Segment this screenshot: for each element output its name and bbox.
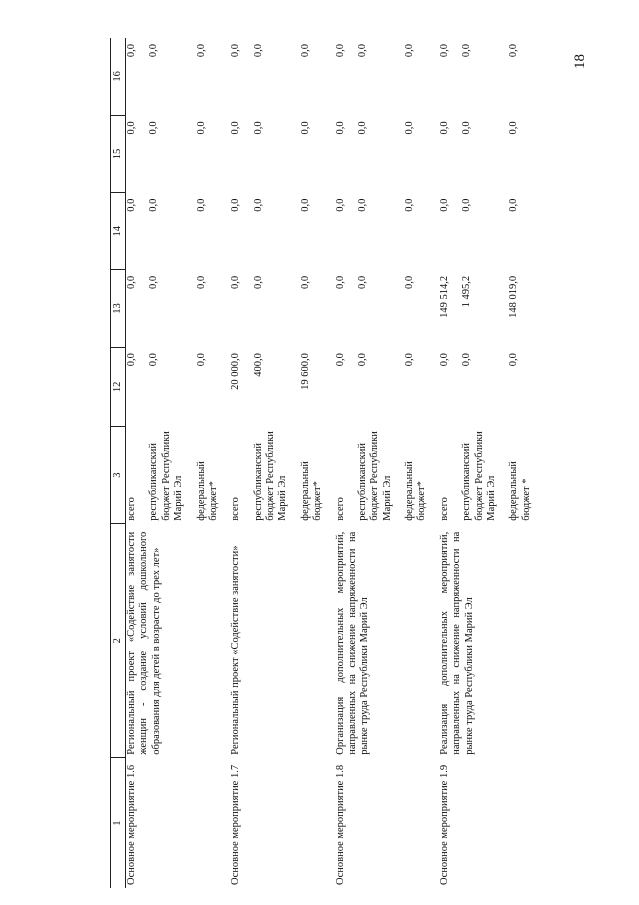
table-cell-value: 0,0: [438, 44, 450, 58]
table-cell-value: 0,0: [230, 121, 242, 135]
table-cell-value: 0,0: [438, 121, 450, 135]
table-cell-value: 0,0: [195, 44, 207, 58]
table-cell-value: 0,0: [126, 44, 137, 58]
table-cell-value: 0,0: [252, 275, 264, 289]
funding-source: республиканский бюджет Республики Марий Эл: [148, 431, 185, 521]
table-cell-value: 0,0: [334, 353, 346, 367]
table-row: [325, 38, 347, 888]
table-cell-value: 0,0: [508, 198, 520, 212]
table-cell-value: 0,0: [404, 353, 415, 367]
column-header: 15: [111, 115, 126, 192]
table-cell-value: 0,0: [299, 198, 311, 212]
table-cell-value: 0,0: [334, 275, 346, 289]
table-cell-value: 0,0: [508, 353, 520, 367]
table-cell-value: 1 495,2: [461, 275, 473, 308]
event-description: Организация дополнительных мероприятий, направленных на снижение напряженности на рынке труда Республики Марий Эл: [334, 531, 371, 755]
table-cell-value: 0,0: [356, 121, 368, 135]
event-description: Региональный проект «Содействие занятости женщин - создание условий дошкольного образования для детей в возрасте до трех лет»: [126, 531, 162, 755]
column-header: 14: [111, 193, 126, 270]
budget-table-rotated: [110, 38, 565, 888]
table-cell-value: 0,0: [148, 275, 160, 289]
table-cell-value: 0,0: [334, 44, 346, 58]
table-cell-value: 0,0: [356, 353, 368, 367]
table-cell-value: 0,0: [461, 198, 473, 212]
table-cell-value: 0,0: [126, 121, 137, 135]
table-cell-value: 0,0: [195, 353, 207, 367]
table-cell-value: 0,0: [334, 198, 346, 212]
table-cell-value: 0,0: [148, 121, 160, 135]
table-cell-value: 0,0: [404, 275, 415, 289]
table-cell-value: 0,0: [404, 198, 415, 212]
table-cell-value: 0,0: [126, 198, 137, 212]
funding-source: республиканский бюджет Республики Марий Эл: [252, 431, 289, 521]
table-row: [429, 38, 451, 888]
table-cell-value: 0,0: [252, 198, 264, 212]
event-description: Реализация дополнительных мероприятий, направленных на снижение напряженности на рынке труда Республики Марий Эл: [438, 531, 475, 755]
table-cell-value: 0,0: [508, 121, 520, 135]
event-name: Основное мероприятие 1.8: [334, 764, 346, 885]
funding-source: всего: [438, 497, 450, 521]
table-cell-value: 0,0: [356, 275, 368, 289]
table-row: [220, 38, 242, 888]
table-cell-value: 19 600,0: [299, 353, 311, 390]
funding-source: всего: [126, 497, 137, 521]
table-cell-value: 0,0: [148, 44, 160, 58]
table-cell-value: 0,0: [148, 198, 160, 212]
table-cell-value: 0,0: [230, 44, 242, 58]
column-header: 1: [111, 758, 126, 888]
table-cell-value: 0,0: [148, 353, 160, 367]
funding-source: федеральный бюджет*: [195, 461, 219, 521]
column-header: 12: [111, 347, 126, 426]
funding-source: федеральный бюджет *: [508, 461, 532, 521]
table-cell-value: 0,0: [195, 198, 207, 212]
table-cell-value: 148 019,0: [508, 275, 520, 318]
table-cell-value: 0,0: [334, 121, 346, 135]
table-cell-value: 0,0: [195, 121, 207, 135]
column-header: 16: [111, 38, 126, 115]
table-cell-value: 0,0: [438, 198, 450, 212]
event-name: Основное мероприятие 1.9: [438, 764, 450, 885]
table-cell-value: 0,0: [299, 275, 311, 289]
table-cell-value: 0,0: [126, 275, 137, 289]
table-body: [126, 38, 534, 888]
event-description: Региональный проект «Содействие занятости»: [230, 545, 242, 755]
table-cell-value: 0,0: [126, 353, 137, 367]
funding-source: федеральный бюджет*: [404, 461, 428, 521]
funding-source: республиканский бюджет Республики Марий Эл: [356, 431, 393, 521]
table-cell-value: 0,0: [356, 44, 368, 58]
table-cell-value: 0,0: [356, 198, 368, 212]
funding-source: республиканский бюджет Республики Марий Эл: [461, 431, 497, 521]
table-cell-value: 0,0: [461, 44, 473, 58]
table-row: [126, 38, 139, 888]
event-name: Основное мероприятие 1.7: [230, 764, 242, 885]
funding-source: всего: [334, 497, 346, 521]
event-name: Основное мероприятие 1.6: [126, 764, 137, 885]
table-cell-value: 149 514,2: [438, 275, 450, 318]
table-cell-value: 0,0: [252, 44, 264, 58]
table-cell-value: 0,0: [508, 44, 520, 58]
table-cell-value: 400,0: [252, 353, 264, 377]
table-cell-value: 0,0: [404, 121, 415, 135]
table-cell-value: 0,0: [438, 353, 450, 367]
table-cell-value: 0,0: [299, 44, 311, 58]
table-cell-value: 0,0: [230, 198, 242, 212]
budget-table: [110, 38, 533, 888]
table-cell-value: 0,0: [461, 121, 473, 135]
column-header: 13: [111, 270, 126, 347]
table-cell-value: 0,0: [195, 275, 207, 289]
table-cell-value: 0,0: [404, 44, 415, 58]
table-cell-value: 0,0: [252, 121, 264, 135]
table-cell-value: 20 000,0: [230, 353, 242, 390]
page-number: 18: [572, 54, 588, 69]
table-cell-value: 0,0: [461, 353, 473, 367]
table-header-row: [111, 38, 126, 888]
table-cell-value: 0,0: [299, 121, 311, 135]
column-header: 2: [111, 524, 126, 758]
table-cell-value: 0,0: [230, 275, 242, 289]
funding-source: федеральный бюджет*: [299, 461, 324, 521]
funding-source: всего: [230, 497, 242, 521]
column-header: 3: [111, 427, 126, 524]
